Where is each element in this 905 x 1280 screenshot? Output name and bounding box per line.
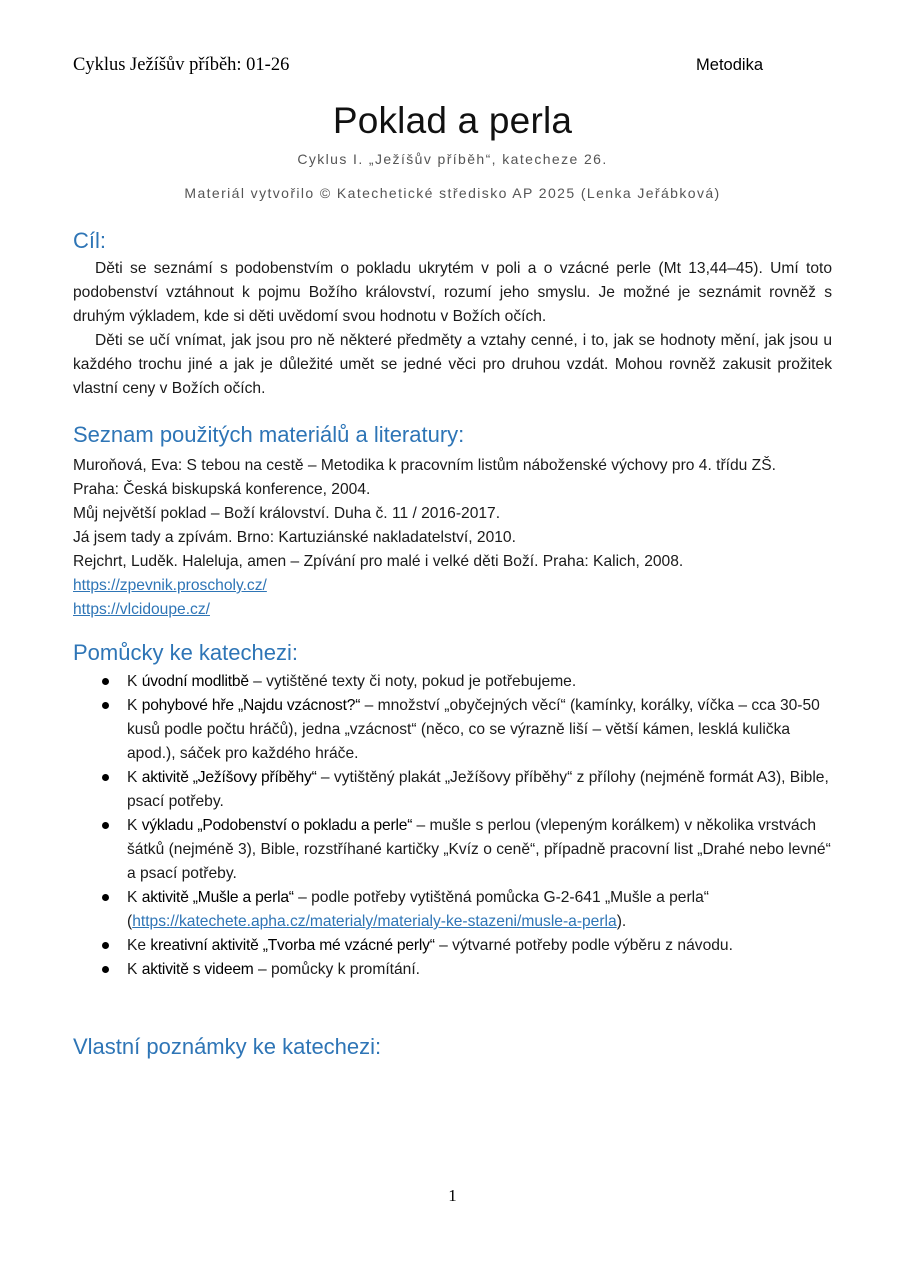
materials-heading: Seznam použitých materiálů a literatury:	[73, 422, 465, 447]
header-doc-type: Metodika	[696, 56, 763, 74]
aids-item-activity: aktivitě s videem	[141, 961, 254, 978]
materials-item: Můj největší poklad – Boží království. Duha č. 11 / 2016-2017.	[73, 505, 501, 522]
link-musle-a-perla[interactable]: https://katechete.apha.cz/materialy/materialy-ke-stazeni/musle-a-perla	[132, 913, 617, 930]
aids-item-activity: aktivitě „Mušle a perla“	[141, 889, 294, 906]
materials-item: Já jsem tady a zpívám. Brno: Kartuziánské nakladatelství, 2010.	[73, 529, 516, 546]
aids-list-item: K výkladu „Podobenství o pokladu a perle“ – mušle s perlou (vlepeným korálkem) v několika vrstvách šátků (nejméně 3), Bible, rozstříhané kartičky „Kvíz o ceně“, případně pracovní list „Drahé nebo levné“ a psací potřeby.	[100, 814, 840, 886]
materials-list	[73, 454, 776, 622]
aids-item-activity: aktivitě „Ježíšovy příběhy“	[141, 769, 317, 786]
goal-heading: Cíl:	[73, 228, 106, 253]
link-vlcidoupe[interactable]: https://vlcidoupe.cz/	[73, 601, 210, 618]
aids-item-activity: kreativní aktivitě „Tvorba mé vzácné perly“	[150, 937, 435, 954]
goal-paragraph-2: Děti se učí vnímat, jak jsou pro ně některé předměty a vztahy cenné, i to, jak se hodnoty mění, jak jsou u každého trochu jiné a jak je důležité umět se jedné věci pro druhou vzdát. Mohou rovněž zakusit prožitek vlastní ceny v Božích očích.	[73, 332, 832, 397]
aids-list-item: K pohybové hře „Najdu vzácnost?“ – množství „obyčejných věcí“ (kamínky, korálky, víčka – cca 30-50 kusů podle počtu hráčů), jedna „vzácnost“ (něco, co se výrazně liší – větší kámen, lesklá kulička apod.), sáček pro každého hráče.	[100, 694, 840, 766]
aids-item-activity: úvodní modlitbě	[141, 673, 249, 690]
aids-list	[100, 670, 840, 982]
aids-list-item: Ke kreativní aktivitě „Tvorba mé vzácné perly“ – výtvarné potřeby podle výběru z návodu.	[100, 934, 840, 958]
goal-paragraph-1: Děti se seznámí s podobenstvím o pokladu ukrytém v poli a o vzácné perle (Mt 13,44–45). Umí toto podobenství vztáhnout k pojmu Božího království, rozumí jeho smyslu. Je možné je seznámit rovněž s druhým výkladem, kde si děti uvědomí svou hodnotu v Božích očích.	[73, 260, 832, 325]
aids-list-item: K aktivitě „Ježíšovy příběhy“ – vytištěný plakát „Ježíšovy příběhy“ z přílohy (nejméně formát A3), Bible, psací potřeby.	[100, 766, 840, 814]
materials-item: Rejchrt, Luděk. Haleluja, amen – Zpívání pro malé i velké děti Boží. Praha: Kalich, 2008.	[73, 553, 684, 570]
link-zpevnik[interactable]: https://zpevnik.proscholy.cz/	[73, 577, 267, 594]
header-series: Cyklus Ježíšův příběh: 01-26	[73, 55, 290, 75]
materials-item: Praha: Česká biskupská konference, 2004.	[73, 481, 371, 498]
page-subtitle: Cyklus I. „Ježíšův příběh“, katecheze 26.	[297, 151, 608, 167]
notes-heading: Vlastní poznámky ke katechezi:	[73, 1034, 382, 1059]
page-number: 1	[448, 1186, 457, 1205]
materials-item: Muroňová, Eva: S tebou na cestě – Metodika k pracovním listům náboženské výchovy pro 4. třídu ZŠ.	[73, 457, 776, 474]
aids-list-item: K aktivitě s videem – pomůcky k promítání.	[100, 958, 840, 982]
aids-item-activity: výkladu „Podobenství o pokladu a perle“	[141, 817, 413, 834]
page-title: Poklad a perla	[332, 100, 573, 141]
aids-list-item: K aktivitě „Mušle a perla“ – podle potřeby vytištěná pomůcka G-2-641 „Mušle a perla“ (https://katechete.apha.cz/materialy/materialy-ke-stazeni/musle-a-perla).	[100, 886, 840, 934]
aids-list-item: K úvodní modlitbě – vytištěné texty či noty, pokud je potřebujeme.	[100, 670, 840, 694]
aids-item-activity: pohybové hře „Najdu vzácnost?“	[141, 697, 361, 714]
aids-heading: Pomůcky ke katechezi:	[73, 640, 298, 665]
credit-line: Materiál vytvořilo © Katechetické středisko AP 2025 (Lenka Jeřábková)	[184, 185, 721, 201]
